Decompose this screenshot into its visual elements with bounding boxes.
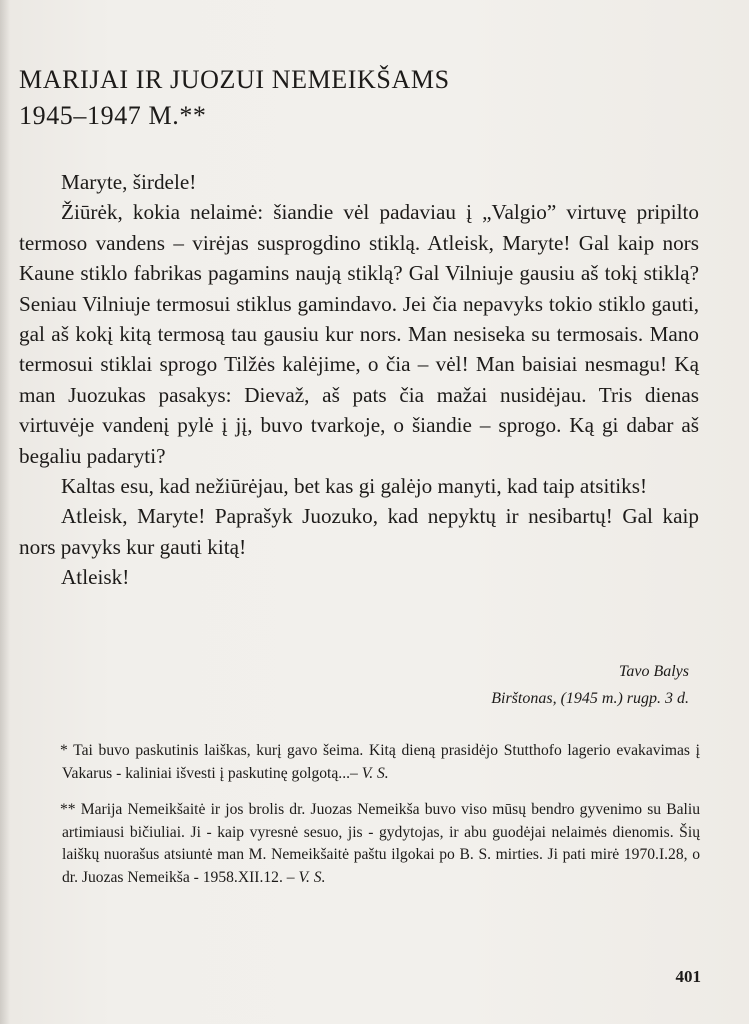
chapter-title-line-2: 1945–1947 M.** — [19, 101, 207, 130]
letter-paragraph-1: Žiūrėk, kokia nelaimė: šiandie vėl padaviau į „Valgio” virtuvę pripilto termoso vandens – virėjas susprogdino stiklą. Atleisk, Maryte! Gal kaip nors Kaune stiklo fabrikas pagamins naują stiklą? Gal Vilniuje gausiu aš tokį stiklą? Seniau Vilniuje termosui stiklus gamindavo. Jei čia nepavyks tokio stiklo gauti, gal aš kokį kitą termosą tau gausiu kur nors. Man nesiseka su termosais. Mano termosui stiklai sprogo Tilžės kalėjime, o čia – vėl! Man baisiai nesmagu! Ką man Juozukas pasakys: Dievaž, aš pats čia mažai nusidėjau. Tris dienas virtuvėje vandenį pylė į jį, buvo tvarkoje, o šiandie – sprogo. Ką gi dabar aš begaliu padaryti? — [19, 200, 699, 468]
footnote-1-text: * Tai buvo paskutinis laiškas, kurį gavo šeima. Kitą dieną prasidėjo Stutthofo lagerio evakavimas į Vakarus - kaliniai išvesti į paskutinę golgotą...– — [60, 742, 700, 782]
footnote-1-author: V. S. — [361, 764, 389, 782]
signature-name: Tavo Balys — [618, 663, 689, 680]
chapter-title-line-1: MARIJAI IR JUOZUI NEMEIKŠAMS — [19, 65, 450, 94]
footnotes — [62, 740, 700, 904]
signature-place-date: Birštonas, (1945 m.) rugp. 3 d. — [491, 690, 689, 707]
chapter-title — [19, 62, 719, 134]
footnote-2 — [62, 799, 700, 889]
letter-signature — [491, 658, 689, 712]
letter-paragraph-3: Atleisk, Maryte! Paprašyk Juozuko, kad nepyktų ir nesibartų! Gal kaip nors pavyks kur gauti kitą! — [19, 504, 699, 559]
letter-paragraph-2: Kaltas esu, kad nežiūrėjau, bet kas gi galėjo manyti, kad taip atsitiks! — [61, 474, 648, 499]
letter-salutation: Maryte, širdele! — [61, 170, 197, 194]
footnote-1 — [62, 740, 700, 785]
page-binding-shadow — [0, 0, 10, 1024]
footnote-2-text: ** Marija Nemeikšaitė ir jos brolis dr. Juozas Nemeikša buvo viso mūsų bendro gyvenimo su Baliu artimiausi bičiuliai. Ji - kaip vyresnė sesuo, jis - gydytojas, ir abu guodėjai nelaimės dienomis. Šių laiškų nuorašus atsiuntė man M. Nemeikšaitė paštu ilgokai po B. S. mirties. Ji pati mirė 1970.I.28, o dr. Juozas Nemeikša - 1958.XII.12. – — [60, 801, 700, 886]
letter-body — [19, 167, 699, 593]
footnote-2-author: V. S. — [298, 868, 326, 886]
page-number: 401 — [675, 967, 701, 986]
letter-closing: Atleisk! — [61, 565, 130, 590]
